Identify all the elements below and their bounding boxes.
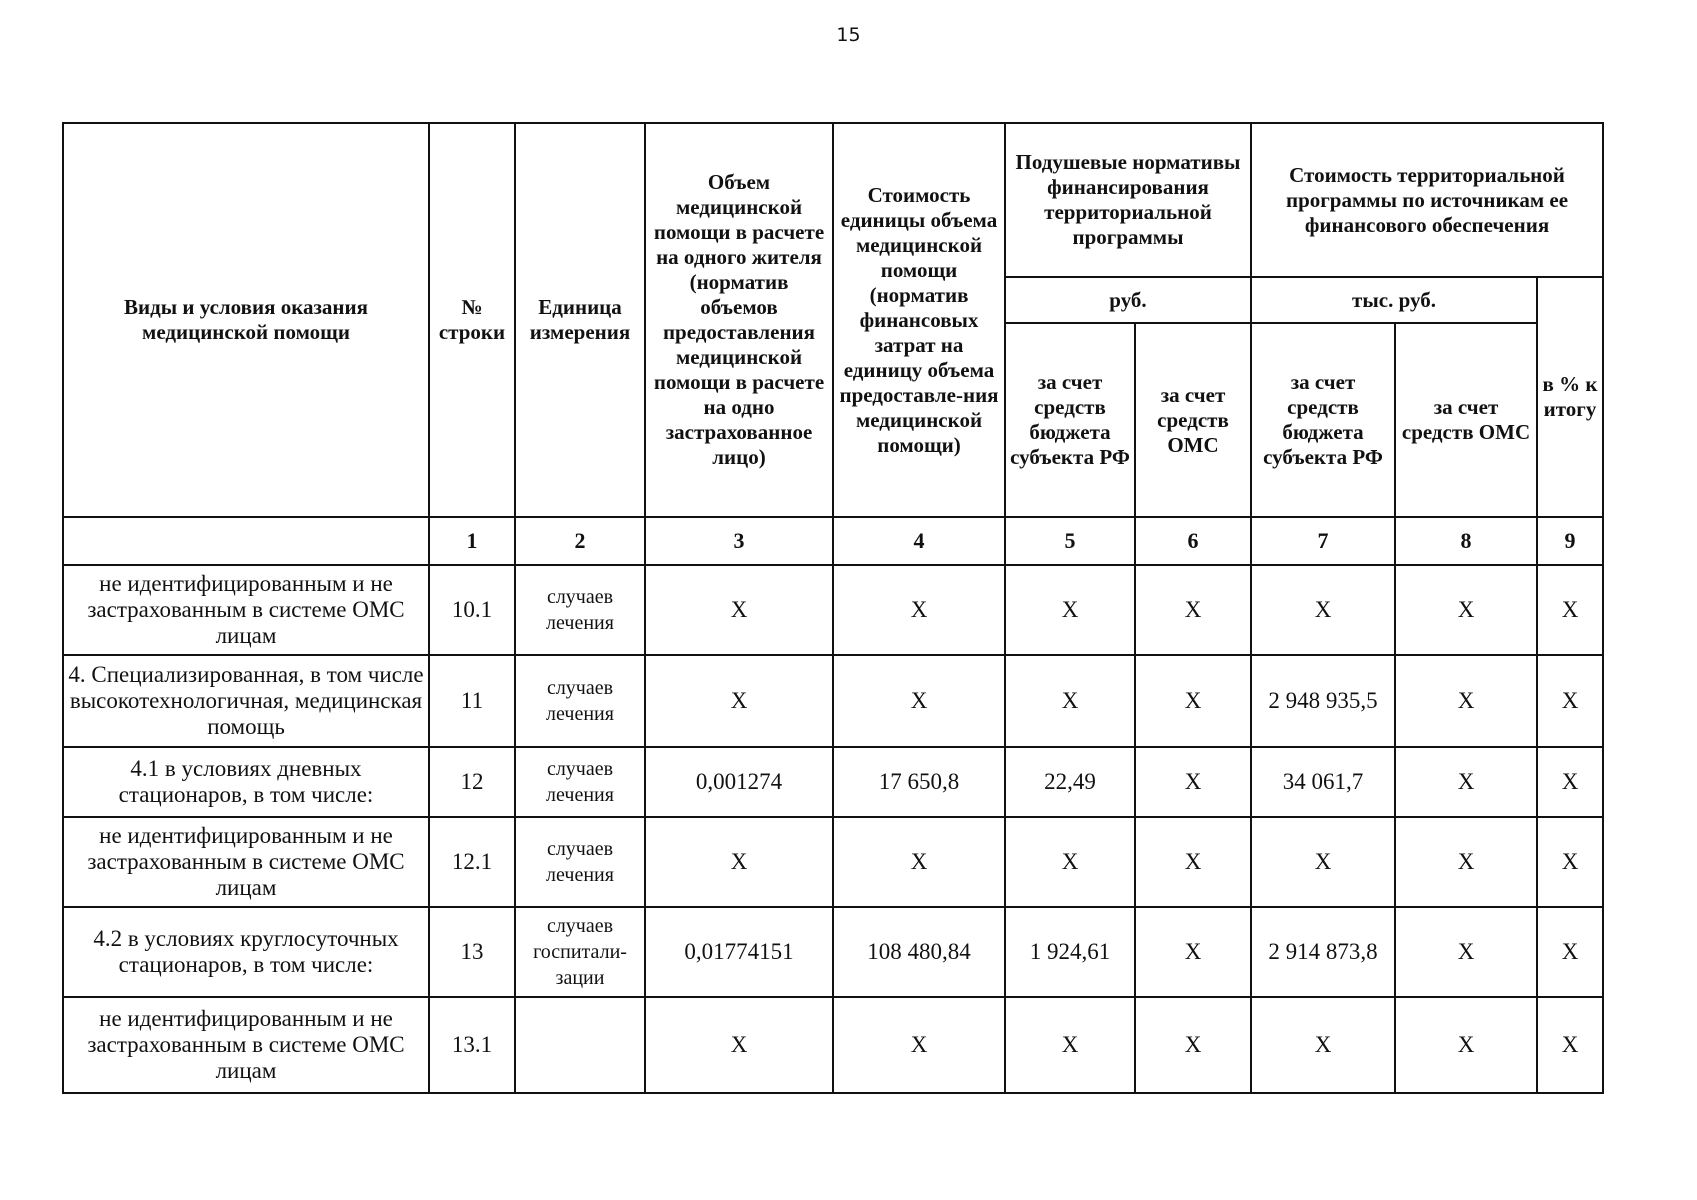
table-row [63,565,1603,655]
row-unit: случаев лечения [515,565,645,655]
per-capita-budget-cell: X [1005,565,1135,655]
percent-cell: X [1537,907,1603,997]
header-oms-rub: за счет средств ОМС [1135,323,1251,517]
program-budget-cell: 34 061,7 [1251,747,1395,817]
header-cost: Стоимость единицы объема медицинской помощи (норматив финансовых затрат на единицу объема предоставле-ния медицинской помощи) [833,123,1005,517]
unit-cost-cell: X [833,817,1005,907]
volume-cell: 0,01774151 [645,907,833,997]
col-number: 6 [1135,517,1251,565]
header-oms-thous: за счет средств ОМС [1395,323,1537,517]
medical-care-cost-table [62,122,1604,1094]
unit-cost-cell: 108 480,84 [833,907,1005,997]
unit-cost-cell: 17 650,8 [833,747,1005,817]
program-budget-cell: X [1251,565,1395,655]
row-name: не идентифицированным и не застрахованным в системе ОМС лицам [63,565,429,655]
table-body [63,517,1603,1093]
table-row [63,655,1603,747]
col-number: 1 [429,517,515,565]
col-number: 7 [1251,517,1395,565]
col-number: 8 [1395,517,1537,565]
row-unit: случаев лечения [515,655,645,747]
row-number: 10.1 [429,565,515,655]
per-capita-oms-cell: X [1135,817,1251,907]
volume-cell: X [645,565,833,655]
header-percent: в % к итогу [1537,277,1603,517]
per-capita-budget-cell: X [1005,655,1135,747]
row-name: 4. Специализированная, в том числе высокотехнологичная, медицинская помощь [63,655,429,747]
program-oms-cell: X [1395,997,1537,1093]
row-unit: случаев госпитали-зации [515,907,645,997]
per-capita-oms-cell: X [1135,747,1251,817]
header-thous-rub: тыс. руб. [1251,277,1537,323]
volume-cell: 0,001274 [645,747,833,817]
per-capita-budget-cell: 1 924,61 [1005,907,1135,997]
program-oms-cell: X [1395,747,1537,817]
header-budget-rub: за счет средств бюджета субъекта РФ [1005,323,1135,517]
table-row [63,747,1603,817]
row-name: 4.1 в условиях дневных стационаров, в том числе: [63,747,429,817]
unit-cost-cell: X [833,997,1005,1093]
per-capita-oms-cell: X [1135,997,1251,1093]
row-unit [515,997,645,1093]
program-oms-cell: X [1395,817,1537,907]
row-number: 13.1 [429,997,515,1093]
col-number: 5 [1005,517,1135,565]
row-name: не идентифицированным и не застрахованным в системе ОМС лицам [63,997,429,1093]
header-budget-thous: за счет средств бюджета субъекта РФ [1251,323,1395,517]
per-capita-oms-cell: X [1135,565,1251,655]
program-budget-cell: X [1251,997,1395,1093]
row-name: 4.2 в условиях круглосуточных стационаров, в том числе: [63,907,429,997]
table-row [63,907,1603,997]
percent-cell: X [1537,565,1603,655]
col-number: 9 [1537,517,1603,565]
percent-cell: X [1537,747,1603,817]
per-capita-budget-cell: X [1005,817,1135,907]
header-unit: Единица измерения [515,123,645,517]
per-capita-oms-cell: X [1135,907,1251,997]
header-type: Виды и условия оказания медицинской помощи [63,123,429,517]
percent-cell: X [1537,655,1603,747]
volume-cell: X [645,817,833,907]
table-row [63,997,1603,1093]
header-volume: Объем медицинской помощи в расчете на одного жителя (норматив объемов предоставления медицинской помощи в расчете на одно застрахованное лицо) [645,123,833,517]
col-number: 2 [515,517,645,565]
program-oms-cell: X [1395,565,1537,655]
per-capita-budget-cell: X [1005,997,1135,1093]
percent-cell: X [1537,817,1603,907]
program-budget-cell: 2 914 873,8 [1251,907,1395,997]
row-unit: случаев лечения [515,817,645,907]
row-unit: случаев лечения [515,747,645,817]
per-capita-oms-cell: X [1135,655,1251,747]
col-number [63,517,429,565]
percent-cell: X [1537,997,1603,1093]
unit-cost-cell: X [833,565,1005,655]
col-number: 4 [833,517,1005,565]
row-name: не идентифицированным и не застрахованным в системе ОМС лицам [63,817,429,907]
program-oms-cell: X [1395,907,1537,997]
row-number: 11 [429,655,515,747]
program-budget-cell: X [1251,817,1395,907]
volume-cell: X [645,655,833,747]
header-per-capita: Подушевые нормативы финансирования территориальной программы [1005,123,1251,277]
volume-cell: X [645,997,833,1093]
program-budget-cell: 2 948 935,5 [1251,655,1395,747]
column-number-row [63,517,1603,565]
col-number: 3 [645,517,833,565]
page-number: 15 [836,24,861,46]
row-number: 12.1 [429,817,515,907]
unit-cost-cell: X [833,655,1005,747]
program-oms-cell: X [1395,655,1537,747]
table-row [63,817,1603,907]
row-number: 13 [429,907,515,997]
per-capita-budget-cell: 22,49 [1005,747,1135,817]
row-number: 12 [429,747,515,817]
header-rub: руб. [1005,277,1251,323]
header-row-no: № строки [429,123,515,517]
header-program-cost: Стоимость территориальной программы по источникам ее финансового обеспечения [1251,123,1603,277]
